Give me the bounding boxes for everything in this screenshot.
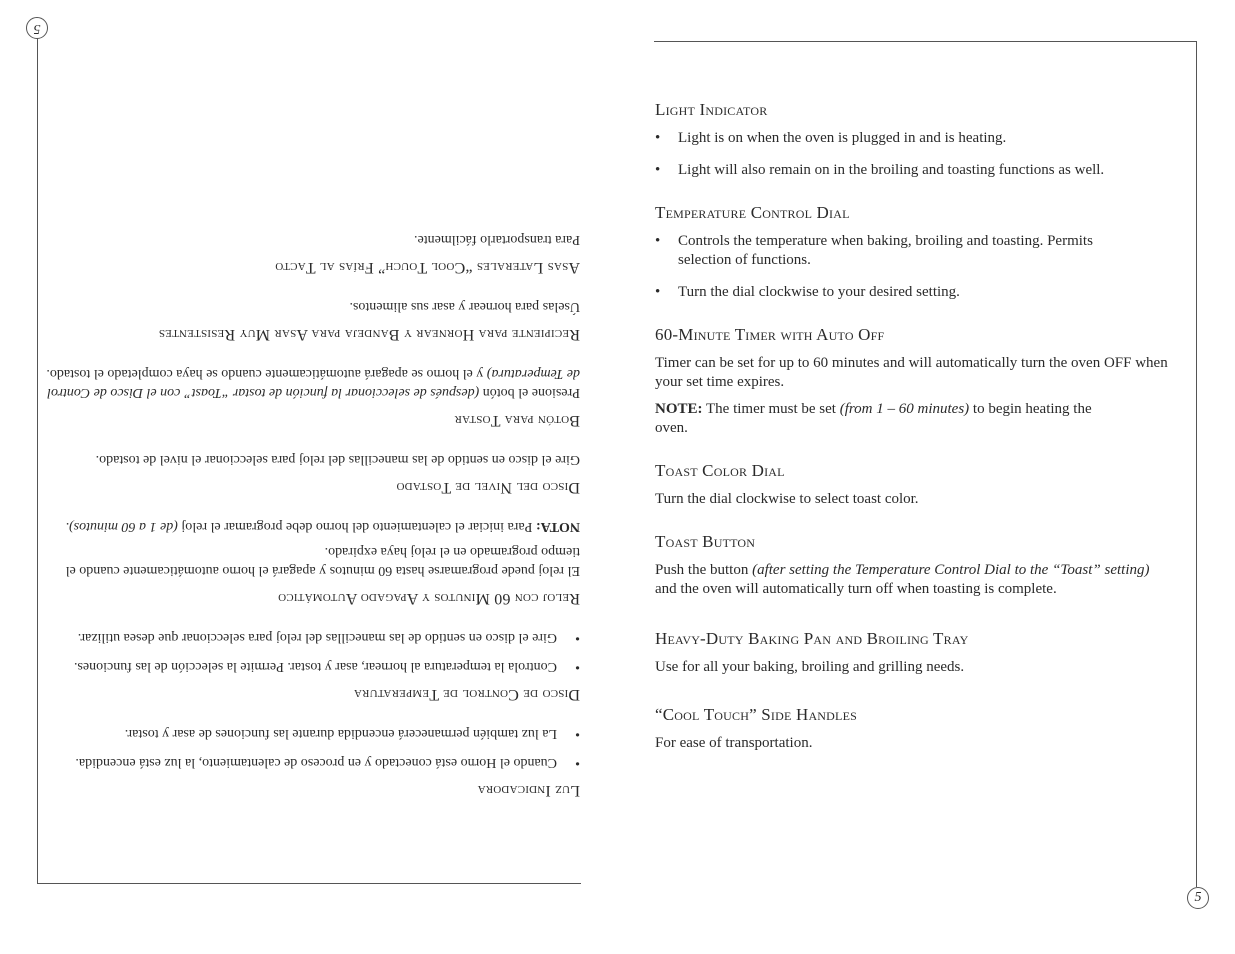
section-boton-tostar	[40, 364, 580, 430]
bullet-item: • Turn the dial clockwise to your desired setting.	[655, 283, 1170, 302]
disco-tostado-description: Gire el disco en sentido de las manecillas del reloj para seleccionar el nivel de tostado.	[95, 452, 580, 467]
heading-reloj: Reloj con 60 Minutos y Apagado Automático	[277, 590, 580, 607]
handles-description: For ease of transportation.	[655, 735, 813, 751]
recipiente-description: Úselas para hornear y asar sus alimentos.	[349, 299, 580, 314]
right-frame-horizontal-rule	[654, 41, 1197, 42]
toast-button-text: Push the button	[655, 562, 749, 578]
heading-timer: 60-Minute Timer with Auto Off	[655, 325, 885, 344]
right-frame-vertical-rule	[1196, 41, 1197, 887]
section-baking-pan	[655, 629, 1170, 677]
section-disco-tostado	[40, 450, 580, 497]
toast-button-italic: (after setting the Temperature Control Dial to the “Toast” setting)	[752, 562, 1150, 578]
boton-description	[40, 364, 580, 402]
heading-temperature-dial: Temperature Control Dial	[655, 203, 850, 222]
bullet-item: • Controla la temperatura al hornear, asar y tostar. Permite la selección de las funciones.	[40, 657, 580, 676]
section-toast-color	[655, 461, 1170, 509]
section-disco-temperatura	[40, 628, 580, 704]
boton-text: Presione el botón	[482, 385, 580, 400]
heading-baking-pan: Heavy-Duty Baking Pan and Broiling Tray	[655, 629, 969, 648]
bullet-item: • Light will also remain on in the broiling and toasting functions as well.	[655, 161, 1170, 180]
bullet-item: • Controls the temperature when baking, broiling and toasting. Permits selection of functions.	[655, 232, 1170, 270]
bullet-item: • Cuando el Horno está conectado y en proceso de calentamiento, la luz está encendida.	[40, 753, 580, 772]
section-toast-button	[655, 532, 1170, 599]
heading-light-indicator: Light Indicator	[655, 100, 768, 119]
asas-description: Para transportarlo fácilmente.	[414, 232, 580, 247]
section-reloj	[40, 517, 580, 608]
heading-boton-tostar: Botón para Tostar	[454, 412, 580, 429]
baking-pan-description: Use for all your baking, broiling and grilling needs.	[655, 659, 965, 675]
reloj-description: El reloj puede programarse hasta 60 minutos y apagará el horno automáticamente cuando el tiempo programado en el reloj haya expirado.	[65, 544, 580, 578]
heading-toast-color: Toast Color Dial	[655, 461, 785, 480]
bullet-item: • Light is on when the oven is plugged in and is heating.	[655, 129, 1170, 148]
boton-italic: (después de seleccionar la función de tostar “Toast” con el Disco de Control de Temperatura)	[47, 366, 580, 400]
note-italic: (from 1 – 60 minutes)	[839, 401, 970, 417]
heading-recipiente: Recipiente para Hornear y Bandeja para Asar Muy Resistentes	[158, 326, 580, 343]
reloj-note	[40, 517, 580, 536]
heading-toast-button: Toast Button	[655, 532, 756, 551]
note-text: The timer must be set	[706, 401, 836, 417]
left-frame-horizontal-rule	[37, 883, 581, 884]
toast-color-description: Turn the dial clockwise to select toast color.	[655, 491, 919, 507]
spanish-column-rotated	[40, 60, 580, 800]
bullet-item: • Gire el disco en sentido de las manecillas del reloj para seleccionar que desea utilizar.	[40, 628, 580, 647]
section-timer	[655, 325, 1170, 438]
section-asas	[40, 230, 580, 277]
nota-label: NOTA:	[535, 519, 580, 534]
timer-note	[655, 400, 1170, 438]
heading-disco-temperatura: Disco de Control de Temperatura	[353, 686, 580, 703]
timer-description: Timer can be set for up to 60 minutes and will automatically turn the oven OFF when your set time expires.	[655, 355, 1168, 390]
toast-button-description	[655, 561, 1170, 599]
section-light-indicator	[655, 100, 1170, 180]
section-handles	[655, 705, 1170, 753]
bullet-item: • La luz también permanecerá encendida durante las funciones de asar y tostar.	[40, 724, 580, 743]
heading-disco-tostado: Disco del Nivel de Tostado	[396, 479, 580, 496]
nota-text: Para iniciar el calentamiento del horno debe programar el reloj	[181, 519, 533, 534]
page-number-left: 5	[26, 17, 48, 39]
toast-button-text-end: and the oven will automatically turn off when toasting is complete.	[655, 581, 1057, 597]
heading-asas: Asas Laterales “Cool Touch” Frías al Tacto	[275, 259, 580, 276]
note-label: NOTE:	[655, 401, 703, 417]
english-column	[655, 100, 1170, 776]
heading-luz-indicadora: Luz Indicadora	[477, 782, 580, 799]
boton-text-end: y el horno se apagará automáticamente cuando se haya completado el tostado.	[46, 366, 484, 381]
section-luz-indicadora	[40, 724, 580, 800]
left-frame-vertical-rule	[37, 38, 38, 884]
nota-italic: (de 1 a 60 minutos).	[65, 519, 178, 534]
spanish-column	[40, 210, 580, 800]
section-recipiente	[40, 297, 580, 344]
note-text-end: to begin heating the oven.	[655, 401, 1092, 436]
section-temperature-dial	[655, 203, 1170, 302]
heading-handles: “Cool Touch” Side Handles	[655, 705, 857, 724]
page-number-right: 5	[1187, 887, 1209, 909]
